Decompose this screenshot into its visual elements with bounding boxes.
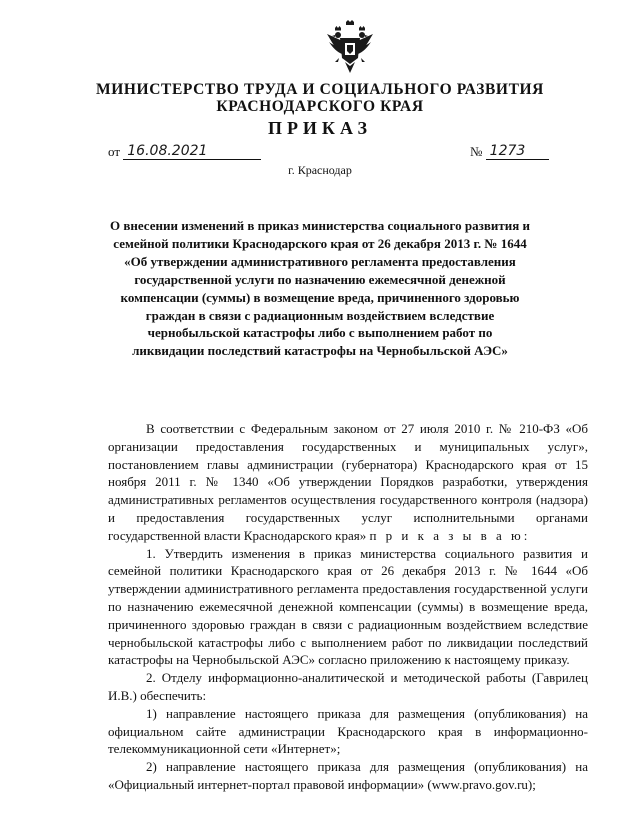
handwritten-number: 1273 bbox=[486, 143, 549, 160]
ministry-name-line2: КРАСНОДАРСКОГО КРАЯ bbox=[216, 98, 424, 115]
handwritten-date: 16.08.2021 bbox=[123, 143, 261, 160]
coat-of-arms-emblem bbox=[325, 20, 375, 74]
date-line bbox=[108, 143, 261, 160]
intro-paragraph bbox=[108, 420, 588, 545]
item-2-1-paragraph: 1) направление настоящего приказа для размещения (опубликования) на официальном сайте администрации Краснодарского края в информационно-телекоммуникационной сети «Интернет»; bbox=[108, 705, 588, 757]
number-line bbox=[470, 143, 549, 160]
date-prefix: от bbox=[108, 144, 121, 159]
item-2-2-paragraph: 2) направление настоящего приказа для размещения (опубликования) на «Официальный интернет-портал правовой информации» (www.pravo.gov.ru); bbox=[108, 759, 588, 792]
intro-verb: п р и к а з ы в а ю: bbox=[369, 527, 531, 543]
number-prefix: № bbox=[470, 144, 483, 159]
document-heading: О внесении изменений в приказ министерства социального развития и семейной политики Краснодарского края от 26 декабря 2013 г. № 1644 «Об утверждении административного регламента предоставления государственной услуги по назначению ежемесячной денежной компенсации (суммы) в возмещение вреда, причиненного здоровью граждан в связи с радиационным воздействием вследствие чернобыльской катастрофы либо с выполнением работ по ликвидации последствий катастрофы на Чернобыльской АЭС» bbox=[110, 218, 530, 359]
item-2-paragraph: 2. Отделу информационно-аналитической и методической работы (Гаврилец И.В.) обеспечить: bbox=[108, 670, 588, 703]
document-body bbox=[108, 420, 588, 794]
intro-text: В соответствии с Федеральным законом от 27 июля 2010 г. № 210-ФЗ «Об организации предоставления государственных и муниципальных услуг», постановлением главы администрации (губернатора) Краснодарского края от 15 ноября 2011 г. № 1340 «Об утверждении Порядков разработки, утверждения административных регламентов осуществления государственного контроля (надзора) и предоставления государственных услуг исполнительными органами государственной власти Краснодарского края» bbox=[108, 421, 588, 543]
city-label: г. Краснодар bbox=[288, 163, 352, 177]
item-1-paragraph: 1. Утвердить изменения в приказ министерства социального развития и семейной политики Краснодарского края от 26 декабря 2013 г. № 1644 «Об утверждении административного регламента предоставления государственной услуги по назначению ежемесячной денежной компенсации (суммы) в возмещение вреда, причиненного здоровью граждан в связи с радиационным воздействием вследствие чернобыльской катастрофы либо с выполнением работ по ликвидации последствий катастрофы на Чернобыльской АЭС» согласно приложению к настоящему приказу. bbox=[108, 545, 588, 668]
document-type-title: ПРИКАЗ bbox=[267, 118, 373, 138]
ministry-name-line1: МИНИСТЕРСТВО ТРУДА И СОЦИАЛЬНОГО РАЗВИТИЯ bbox=[96, 81, 544, 98]
